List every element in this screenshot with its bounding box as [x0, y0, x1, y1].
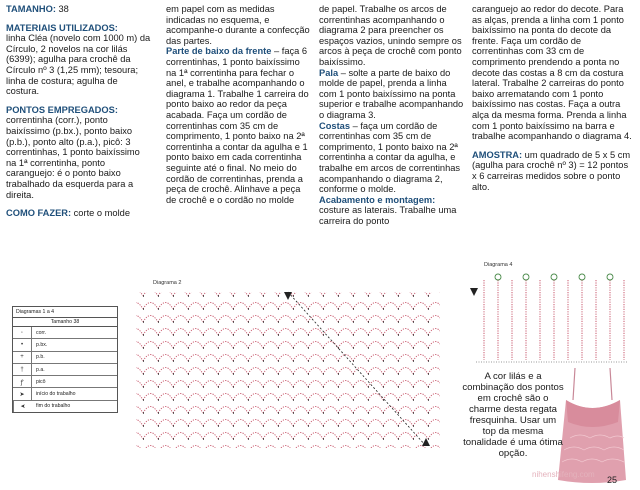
diagram-4-chart [466, 268, 636, 368]
finish-title: Acabamento e montagem: [319, 194, 436, 205]
legend-title: Diagramas 1 a 4 [13, 307, 117, 318]
how-title: COMO FAZER: [6, 208, 72, 219]
column-4 [472, 4, 632, 192]
legend-row [13, 364, 117, 376]
size-label: TAMANHO: [6, 4, 56, 14]
start-arrow-icon [470, 288, 478, 296]
front-title: Parte de baixo da frente [166, 46, 272, 57]
legend-row [13, 401, 117, 412]
sample-title: AMOSTRA: [472, 149, 523, 160]
legend-row [13, 327, 117, 339]
col3-intro: de papel. Trabalhe os arcos de correntinhas acompanhando o diagrama 2 para preencher os espaços vazios, unindo sempre os arcos à peça de crochê com ponto baixíssimo. [319, 4, 462, 67]
legend-label: início do trabalho [36, 391, 76, 398]
legend-row [13, 376, 117, 388]
sample-text: um quadrado de 5 x 5 cm (agulha para crochê nº 3) = 12 pontos x 6 carreiras medidos sobre o ponto alto. [472, 149, 631, 192]
how-text: corte o molde [71, 208, 130, 219]
legend-size: Tamanho 38 [13, 318, 117, 327]
points-title: PONTOS EMPREGADOS: [6, 104, 118, 115]
picot-icon: ꝭ [13, 376, 32, 387]
chain-stitch-icon: ◦ [13, 327, 32, 338]
legend-row [13, 388, 117, 400]
costas-text: – faça um cordão de correntinhas com 35 cm de comprimento, 1 ponto baixo na 2ª correntinha a contar da agulha, e trabalhe em arcos de correntinhas acompanhando o diagrama 2, conforme o molde. [319, 120, 461, 195]
size-value: 38 [55, 4, 69, 14]
watermark: nihenshifeng.com [532, 470, 595, 479]
slip-stitch-icon: • [13, 339, 32, 350]
legend-label: fim do trabalho [36, 403, 71, 410]
finish-text: costure as laterais. Trabalhe uma carreira do ponto [319, 205, 457, 226]
page-number: 25 [607, 475, 618, 485]
start-arrow-icon: ➤ [13, 388, 32, 399]
column-1 [6, 4, 152, 219]
diagram-2-chart [128, 286, 448, 456]
materials-text: linha Cléa (novelo com 1000 m) da Círculo, 2 novelos na cor lilás (6399); agulha para crochê da Círculo nº 3 (1,25 mm); tesoura; linha de costura; agulha de costura. [6, 33, 151, 97]
column-3 [319, 4, 464, 226]
col4-intro: caranguejo ao redor do decote. Para as alças, prenda a linha com 1 ponto baixíssimo na ponta do decote da frente. Faça um cordão de correntinhas com 33 cm de comprimento prendendo a ponta no decote das costas a 8 cm da costura lateral. Trabalhe 2 carreiras do ponto baixo arrematando com 1 ponto baixíssimo nas costas. Faça a outra alça da mesma forma. Prenda a linha com 1 ponto baixíssimo na barra e trabalhe acompanhando o diagrama 4. [472, 4, 632, 142]
materials-title: MATERIAIS UTILIZADOS: [6, 22, 118, 33]
end-arrow-icon: ➤ [13, 401, 32, 412]
symbol-legend [12, 306, 118, 413]
legend-row [13, 339, 117, 351]
legend-label: picô [36, 378, 46, 385]
diagram-4-label: Diagrama 4 [484, 262, 513, 268]
legend-label: p.a. [36, 366, 45, 373]
col2-intro: em papel com as medidas indicadas no esquema, e acompanhe-o durante a confecção das partes. [166, 4, 310, 46]
front-text: – faça 6 correntinhas, 1 ponto baixíssimo na 1ª correntinha para fechar o anel, e trabalhe acompanhando o diagrama 1. Trabalhe 1 carreira do ponto baixo ao redor da peça acabada. Faça um cordão de correntinhas com 35 cm de comprimento, 1 ponto baixo na 2ª correntinha a contar da agulha e 1 ponto baixo em cada correntinha seguinte até o final. No meio do cordão de correntinhas, prenda a peça de crochê. Alinhave a peça de crochê e o cordão no molde [166, 46, 309, 205]
pala-text: – solte a parte de baixo do molde de papel, prenda a linha com 1 ponto baixíssimo na ponta superior e trabalhe acompanhando o diagrama 3. [319, 67, 464, 120]
legend-label: p.bx. [36, 341, 48, 348]
double-crochet-icon: † [13, 364, 32, 375]
pala-title: Pala [319, 67, 339, 78]
legend-row [13, 352, 117, 364]
points-text: correntinha (corr.), ponto baixíssimo (p.bx.), ponto baixo (p.b.), ponto alto (p.a.), picô: 3 correntinhas, 1 ponto baixíssimo na 1ª correntinha, ponto caranguejo: é o ponto baixo trabalhado da esquerda para a direita. [6, 115, 140, 200]
legend-label: corr. [36, 329, 47, 336]
single-crochet-icon: + [13, 352, 32, 363]
photo-caption: A cor lilás e a combinação dos pontos em crochê são o charme desta regata fresquinha. Usar um top da mesma tonalidade é uma ótima opção. [462, 371, 564, 459]
diagram-2-label: Diagrama 2 [153, 280, 182, 286]
costas-title: Costas [319, 120, 351, 131]
column-2 [166, 4, 311, 205]
legend-label: p.b. [36, 354, 45, 361]
